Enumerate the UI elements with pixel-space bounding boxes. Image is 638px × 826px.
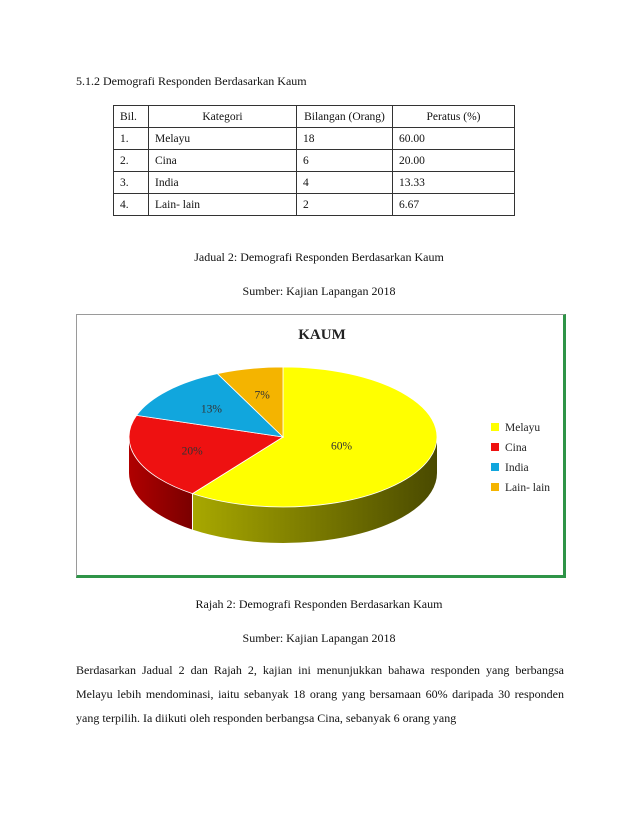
table-row [114,194,515,216]
table-cell: Cina [149,150,297,172]
table-row [114,150,515,172]
table-cell: 18 [297,128,393,150]
table-row [114,128,515,150]
table-cell: 3. [114,172,149,194]
column-header: Bilangan (Orang) [297,106,393,128]
legend-item-cina: Cina [505,442,527,454]
table-cell: 2 [297,194,393,216]
table-cell: 13.33 [393,172,515,194]
legend-item-lain-lain-swatch [491,483,499,491]
data-label-melayu: 60% [331,440,353,453]
data-label-lain-lain: 7% [254,389,270,402]
chart-source: Sumber: Kajian Lapangan 2018 [242,631,396,645]
pie-chart [77,315,564,576]
data-label-india: 13% [200,403,222,416]
body-paragraph: Berdasarkan Jadual 2 dan Rajah 2, kajian ini menunjukkan bahawa responden yang berbangsa Melayu lebih mendominasi, iaitu sebanyak 18 orang yang bersamaan 60% daripada 30 responden yang terpilih. Ia diikuti oleh responden berbangsa Cina, sebanyak 6 orang yang [76,663,564,725]
chart-caption: Rajah 2: Demografi Responden Berdasarkan Kaum [195,597,443,611]
table-source: Sumber: Kajian Lapangan 2018 [242,284,396,298]
section-heading: 5.1.2 Demografi Responden Berdasarkan Kaum [76,74,307,88]
chart-title: KAUM [298,327,346,343]
table-cell: 60.00 [393,128,515,150]
table-cell: Lain- lain [149,194,297,216]
table-cell: 1. [114,128,149,150]
table-cell: 6.67 [393,194,515,216]
legend-item-melayu: Melayu [505,422,541,434]
table-row [114,172,515,194]
legend-item-lain-lain: Lain- lain [505,482,551,494]
table-cell: India [149,172,297,194]
data-label-cina: 20% [181,445,203,458]
table-cell: 2. [114,150,149,172]
table-cell: 6 [297,150,393,172]
table-cell: Melayu [149,128,297,150]
column-header: Kategori [149,106,297,128]
pie-chart-frame [76,314,566,578]
column-header: Peratus (%) [393,106,515,128]
legend-item-melayu-swatch [491,423,499,431]
legend-item-india-swatch [491,463,499,471]
demographic-table [113,105,515,216]
legend-item-cina-swatch [491,443,499,451]
table-cell: 20.00 [393,150,515,172]
column-header: Bil. [114,106,149,128]
table-caption: Jadual 2: Demografi Responden Berdasarkan Kaum [194,250,444,264]
table-header-row [114,106,515,128]
legend-item-india: India [505,462,529,474]
table-cell: 4 [297,172,393,194]
table-cell: 4. [114,194,149,216]
